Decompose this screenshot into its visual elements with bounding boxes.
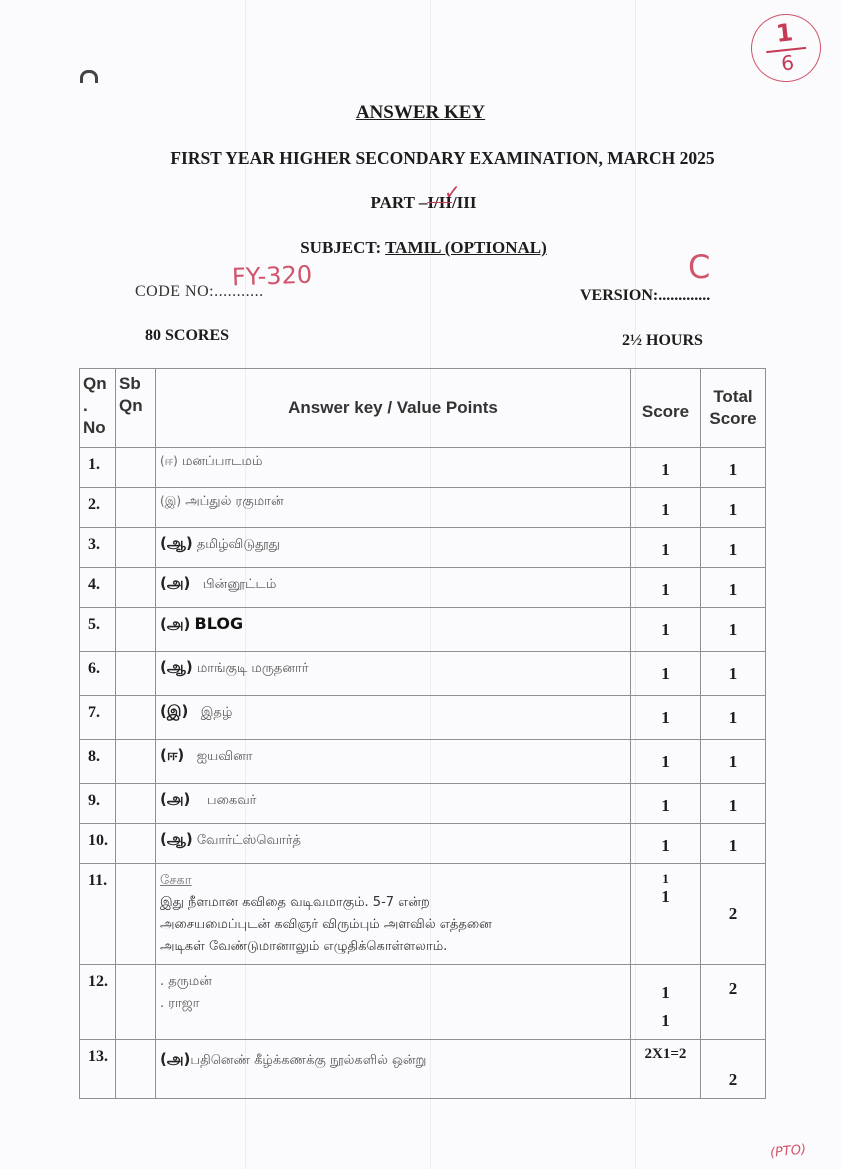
total-cell: 2 xyxy=(701,965,766,1040)
answer-line: இது நீளமான கவிதை வடிவமாகும். 5-7 என்ற xyxy=(160,895,430,910)
table-row xyxy=(80,608,766,652)
check-mark-icon: ✓ xyxy=(444,180,461,204)
answer-cell: (ஆ) மாங்குடி மருதனார் xyxy=(156,652,631,696)
col-header-qn: Qn . No xyxy=(80,369,116,448)
sbqn-cell xyxy=(116,568,156,608)
total-cell: 1 xyxy=(701,488,766,528)
table-row xyxy=(80,652,766,696)
total-cell: 1 xyxy=(701,652,766,696)
answer-cell: (ஆ) வோர்ட்ஸ்வொர்த் xyxy=(156,824,631,864)
qn-cell: 6. xyxy=(80,652,116,696)
score-cell: 1 1 xyxy=(631,965,701,1040)
score-cell: 1 xyxy=(631,448,701,488)
score-cell: 1 xyxy=(631,784,701,824)
table-row xyxy=(80,528,766,568)
sbqn-cell xyxy=(116,1040,156,1099)
part-struck: I/II xyxy=(427,193,452,212)
score-cell: 1 xyxy=(631,528,701,568)
sbqn-cell xyxy=(116,528,156,568)
score-cell: 1 xyxy=(631,488,701,528)
total-cell: 1 xyxy=(701,528,766,568)
answer-cell: (அ)பதினெண் கீழ்க்கணக்கு நூல்களில் ஒன்று xyxy=(156,1040,631,1099)
duration: 2½ HOURS xyxy=(622,332,703,349)
code-label: CODE NO:........... xyxy=(135,283,264,300)
table-row xyxy=(80,488,766,528)
total-cell: 1 xyxy=(701,448,766,488)
punch-mark xyxy=(80,70,98,83)
answer-heading: சேகா xyxy=(160,873,192,888)
answer-line: . ராஜா xyxy=(160,996,200,1011)
part-selected: /III xyxy=(451,193,477,212)
answer-cell: (அ) பகைவர் xyxy=(156,784,631,824)
answer-cell: (இ) அப்துல் ரகுமான் xyxy=(156,488,631,528)
answer-cell: (ஆ) தமிழ்விடுதூது xyxy=(156,528,631,568)
page-number-mark xyxy=(748,11,825,86)
part-line: PART –I/II/III xyxy=(370,193,477,212)
total-cell: 1 xyxy=(701,824,766,864)
qn-cell: 3. xyxy=(80,528,116,568)
doc-title: ANSWER KEY xyxy=(355,102,486,123)
page-total: 6 xyxy=(779,50,796,76)
subject-value: TAMIL (OPTIONAL) xyxy=(385,238,547,257)
qn-cell: 12. xyxy=(80,965,116,1040)
version-value: C xyxy=(688,248,711,286)
total-cell: 2 xyxy=(701,864,766,965)
total-cell: 1 xyxy=(701,784,766,824)
sbqn-cell xyxy=(116,740,156,784)
total-cell: 1 xyxy=(701,696,766,740)
col-header-sbqn: Sb Qn xyxy=(116,369,156,448)
answer-line: அசையமைப்புடன் கவிஞர் விரும்பும் அளவில் எத்தனை xyxy=(160,917,492,932)
score-cell: 1 xyxy=(631,740,701,784)
table-row xyxy=(80,448,766,488)
answer-line: . தருமன் xyxy=(160,974,212,989)
answer-cell: (ஈ) மனப்பாடமம் xyxy=(156,448,631,488)
qn-cell: 1. xyxy=(80,448,116,488)
sbqn-cell xyxy=(116,965,156,1040)
score-cell: 1 xyxy=(631,824,701,864)
version-label: VERSION:............. xyxy=(580,287,711,304)
sbqn-cell xyxy=(116,652,156,696)
answer-cell: (இ) இதழ் xyxy=(156,696,631,740)
table-row xyxy=(80,784,766,824)
score-cell: 1 xyxy=(631,608,701,652)
sbqn-cell xyxy=(116,824,156,864)
score-cell: 1 1 xyxy=(631,864,701,965)
table-row xyxy=(80,1040,766,1099)
sbqn-cell xyxy=(116,448,156,488)
table-row xyxy=(80,568,766,608)
score-cell: 1 xyxy=(631,696,701,740)
qn-cell: 2. xyxy=(80,488,116,528)
score-cell: 1 xyxy=(631,652,701,696)
subject-line: SUBJECT: TAMIL (OPTIONAL) xyxy=(300,238,547,257)
qn-cell: 4. xyxy=(80,568,116,608)
table-header-row xyxy=(80,369,766,448)
qn-cell: 7. xyxy=(80,696,116,740)
total-cell: 1 xyxy=(701,608,766,652)
total-cell: 2 xyxy=(701,1040,766,1099)
qn-cell: 8. xyxy=(80,740,116,784)
qn-cell: 10. xyxy=(80,824,116,864)
table-row xyxy=(80,864,766,965)
table-row xyxy=(80,740,766,784)
answer-cell: (அ) BLOG xyxy=(156,608,631,652)
qn-cell: 11. xyxy=(80,864,116,965)
total-cell: 1 xyxy=(701,740,766,784)
sbqn-cell xyxy=(116,488,156,528)
answer-cell xyxy=(156,864,631,965)
sbqn-cell xyxy=(116,864,156,965)
table-row xyxy=(80,965,766,1040)
page-number: 1 xyxy=(774,18,795,48)
table-row xyxy=(80,696,766,740)
max-scores: 80 SCORES xyxy=(145,327,230,344)
col-header-score: Score xyxy=(631,369,701,448)
answer-line: அடிகள் வேண்டுமானாலும் எழுதிக்கொள்ளலாம். xyxy=(160,939,448,954)
col-header-answer: Answer key / Value Points xyxy=(156,369,631,448)
col-header-total: Total Score xyxy=(701,369,766,448)
qn-cell: 13. xyxy=(80,1040,116,1099)
qn-cell: 9. xyxy=(80,784,116,824)
qn-cell: 5. xyxy=(80,608,116,652)
code-value: FY-320 xyxy=(231,260,313,292)
score-cell: 1 xyxy=(631,568,701,608)
answer-key-table xyxy=(79,368,766,1099)
total-cell: 1 xyxy=(701,568,766,608)
pto-note: (PTO) xyxy=(769,1142,807,1161)
answer-cell: (அ) பின்னூட்டம் xyxy=(156,568,631,608)
score-cell: 2X1=2 xyxy=(631,1040,701,1099)
sbqn-cell xyxy=(116,696,156,740)
answer-cell xyxy=(156,965,631,1040)
sbqn-cell xyxy=(116,784,156,824)
table-row xyxy=(80,824,766,864)
sbqn-cell xyxy=(116,608,156,652)
exam-title: FIRST YEAR HIGHER SECONDARY EXAMINATION, MARCH 2025 xyxy=(170,148,715,168)
answer-cell: (ஈ) ஐயவினா xyxy=(156,740,631,784)
